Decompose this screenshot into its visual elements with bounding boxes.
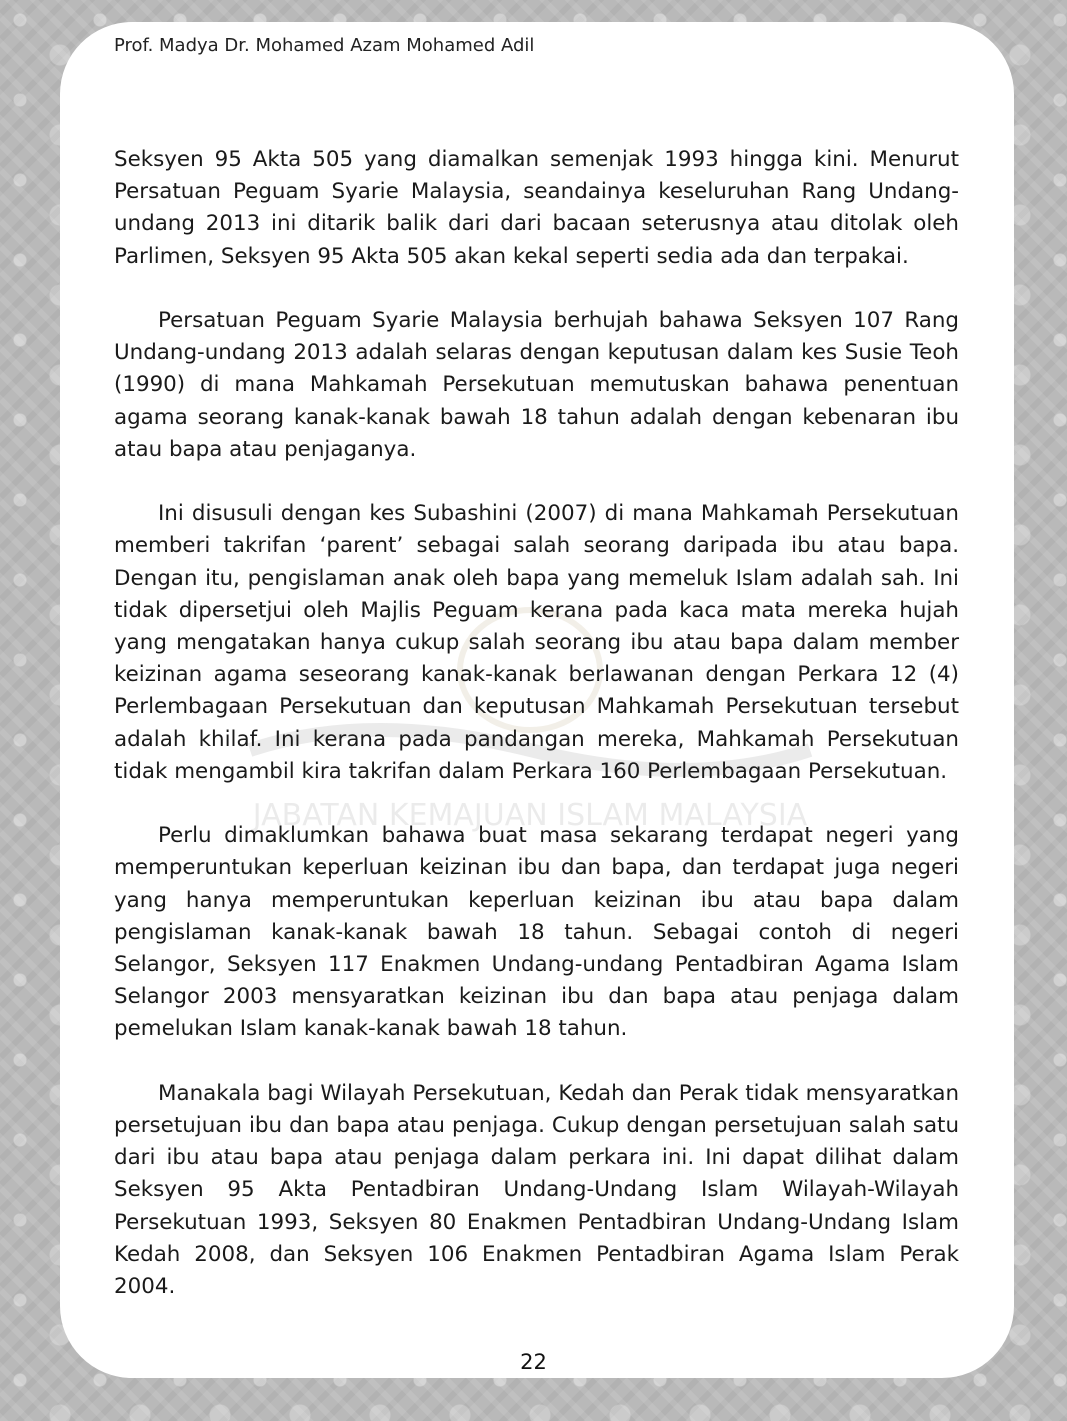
paragraph-5: Manakala bagi Wilayah Persekutuan, Kedah dan Perak tidak mensyaratkan persetujuan ibu dan bapa atau penjaga. Cukup dengan persetujuan salah satu dari ibu atau bapa atau penjaga dalam perkara ini. Ini dapat dilihat dalam Seksyen 95 Akta Pentadbiran Undang-Undang Islam Wilayah-Wilayah Persekutuan 1993, Seksyen 80 Enakmen Pentadbiran Undang-Undang Islam Kedah 2008, dan Seksyen 106 Enakmen Pentadbiran Agama Islam Perak 2004. xyxy=(114,1080,959,1300)
paragraph-3: Ini disusuli dengan kes Subashini (2007) di mana Mahkamah Persekutuan memberi takrifan ‘parent’ sebagai salah seorang daripada ibu atau bapa. Dengan itu, pengislaman anak oleh bapa yang memeluk Islam adalah sah. Ini tidak dipersetjui oleh Majlis Peguam kerana pada kaca mata mereka hujah yang mengatakan hanya cukup salah seorang ibu atau bapa dalam member keizinan agama seseorang kanak-kanak berlawanan dengan Perkara 12 (4) Perlembagaan Persekutuan dan keputusan Mahkamah Persekutuan tersebut adalah khilaf. Ini kerana pada pandangan mereka, Mahkamah Persekutuan tidak mengambil kira takrifan dalam Perkara 160 Perlembagaan Persekutuan. xyxy=(114,501,959,784)
paragraph-4: Perlu dimaklumkan bahawa buat masa sekarang terdapat negeri yang memperuntukan keperluan keizinan ibu dan bapa, dan terdapat juga negeri yang hanya memperuntukan keperluan keizinan ibu atau bapa dalam pengislaman kanak-kanak bawah 18 tahun. Sebagai contoh di negeri Selangor, Seksyen 117 Enakmen Undang-undang Pentadbiran Agama Islam Selangor 2003 mensyaratkan keizinan ibu dan bapa atau penjaga dalam pemelukan Islam kanak-kanak bawah 18 tahun. xyxy=(114,823,959,1042)
document-body xyxy=(114,144,959,1335)
page-number: 22 xyxy=(520,1350,547,1374)
author-header: Prof. Madya Dr. Mohamed Azam Mohamed Adil xyxy=(114,35,535,56)
paragraph-1: Seksyen 95 Akta 505 yang diamalkan semenjak 1993 hingga kini. Menurut Persatuan Peguam Syarie Malaysia, seandainya keseluruhan Rang Undang-undang 2013 ini ditarik balik dari dari bacaan seterusnya atau ditolak oleh Parlimen, Seksyen 95 Akta 505 akan kekal seperti sedia ada dan terpakai. xyxy=(114,147,959,269)
paragraph-2: Persatuan Peguam Syarie Malaysia berhujah bahawa Seksyen 107 Rang Undang-undang 2013 adalah selaras dengan keputusan dalam kes Susie Teoh (1990) di mana Mahkamah Persekutuan memutuskan bahawa penentuan agama seorang kanak-kanak bawah 18 tahun adalah dengan kebenaran ibu atau bapa atau penjaganya. xyxy=(114,308,959,462)
